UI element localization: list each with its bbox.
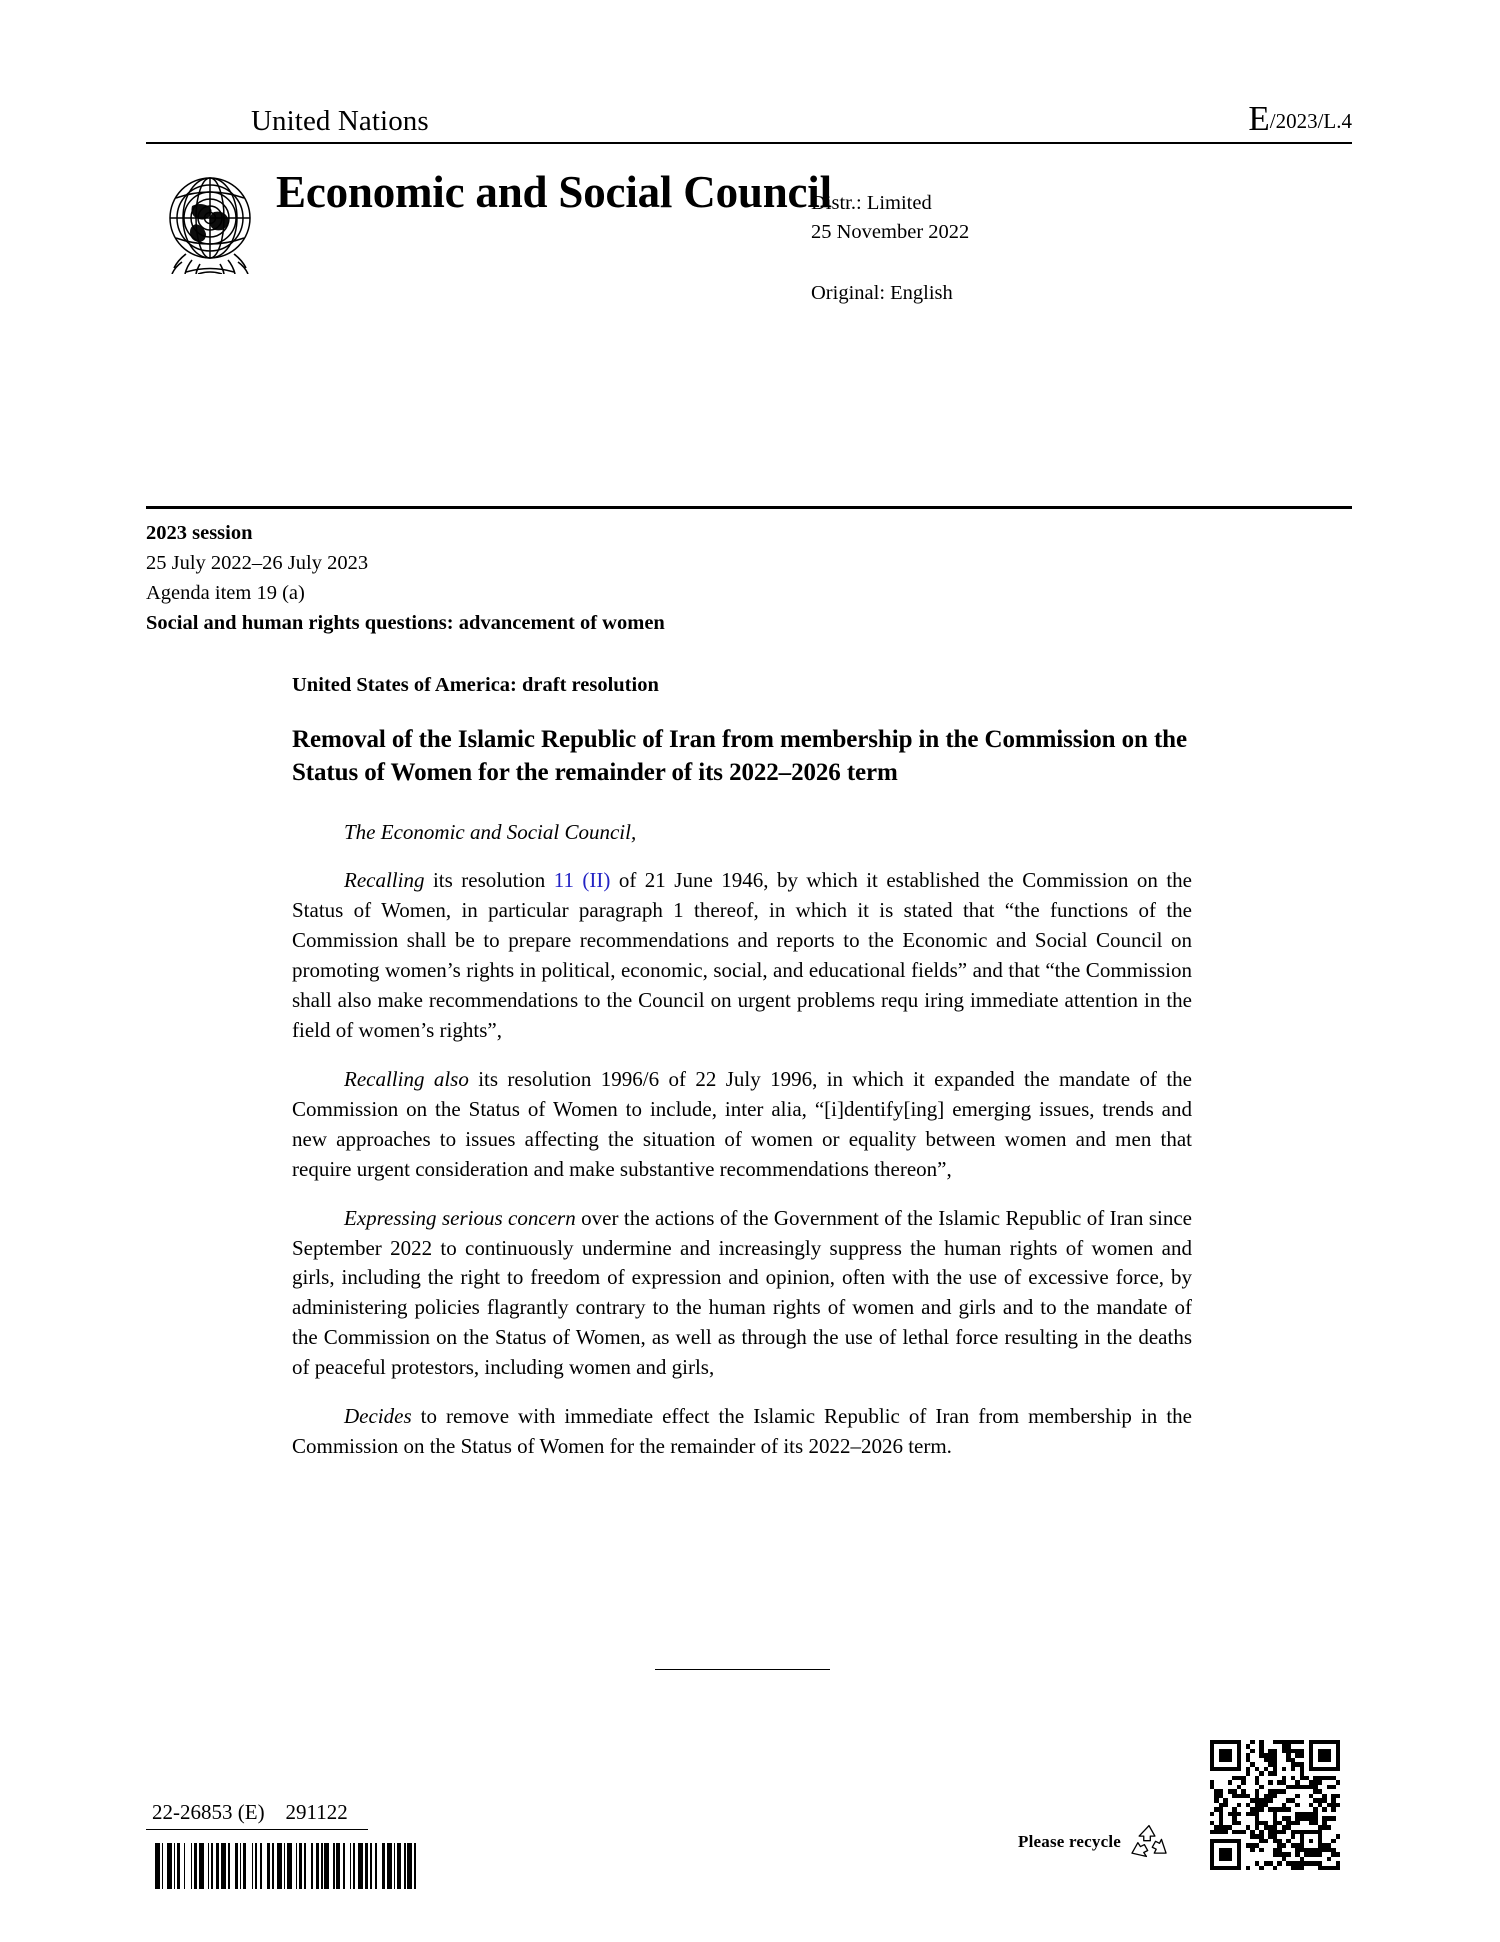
para-text-0b: of 21 June 1946, by which it established the Commission on the Status of Women, in particular paragraph 1 thereof, in which it is stated that “the functions of the Commission shall be to prepare recommendations and reports to the Economic and Social Council on promoting women’s rights in political, economic, social, and educational fields” and that “the Commission shall also make recommendations to the Council on urgent problems requ iring immediate attention in the field of women’s rights”, bbox=[292, 868, 1192, 1043]
para-text-1: its resolution 1996/6 of 22 July 1996, in which it expanded the mandate of the Commission on the Status of Women to include, inter alia, “[i]dentify[ing] emerging issues, trends and new approaches to issues affecting the situation of women or equality between women and men that require urgent consideration and make substantive recommendations thereon”, bbox=[292, 1066, 1193, 1181]
paragraph-decides bbox=[292, 1402, 1192, 1462]
resolution-link[interactable]: 11 (II) bbox=[553, 868, 611, 893]
session-divider bbox=[146, 506, 1352, 509]
session-title: 2023 session bbox=[146, 522, 253, 544]
paragraph-expressing-concern bbox=[292, 1204, 1192, 1384]
sponsor-line: United States of America: draft resolution bbox=[292, 674, 659, 696]
original-language: Original: English bbox=[811, 282, 953, 305]
distribution-block bbox=[811, 189, 969, 308]
addressee-text: The Economic and Social Council, bbox=[344, 819, 637, 844]
para-text-3: to remove with immediate effect the Islamic Republic of Iran from membership in the Commission on the Status of Women for the remainder of its 2022–2026 term. bbox=[292, 1404, 1192, 1459]
para-lead-3: Decides bbox=[344, 1404, 412, 1429]
resolution-title: Removal of the Islamic Republic of Iran from membership in the Commission on the Status of Women for the remainder of its 2022–2026 term bbox=[292, 726, 1187, 787]
agenda-item: Agenda item 19 (a) bbox=[146, 582, 305, 605]
distribution-line: Distr.: Limited bbox=[811, 192, 932, 214]
document-date: 25 November 2022 bbox=[811, 221, 970, 244]
agenda-title: Social and human rights questions: advancement of women bbox=[146, 612, 665, 635]
recycle-notice bbox=[1018, 1823, 1170, 1861]
un-emblem-icon bbox=[146, 162, 274, 274]
council-title: Economic and Social Council bbox=[276, 167, 832, 217]
para-lead-0: Recalling bbox=[344, 868, 425, 893]
masthead bbox=[146, 96, 1352, 344]
document-symbol-prefix: E bbox=[1248, 99, 1270, 138]
para-text-0a: its resolution bbox=[424, 868, 554, 893]
document-symbol bbox=[1248, 101, 1352, 136]
document-symbol-rest: /2023/L.4 bbox=[1269, 109, 1352, 133]
job-number: 22-26853 (E) 291122 bbox=[152, 1800, 348, 1824]
footer-divider bbox=[146, 1829, 368, 1830]
document-body bbox=[292, 674, 1192, 1481]
para-lead-2: Expressing serious concern bbox=[344, 1205, 576, 1230]
organization-name: United Nations bbox=[251, 105, 429, 137]
barcode-image bbox=[155, 1843, 419, 1889]
para-lead-1: Recalling also bbox=[344, 1066, 469, 1091]
masthead-top-row bbox=[146, 96, 1352, 136]
para-text-2: over the actions of the Government of the Islamic Republic of Iran since September 2022 to continuously undermine and increasingly suppress the human rights of women and girls, including the right to freedom of expression and opinion, often with the use of excessive force, by administering policies flagrantly contrary to the human rights of women and girls and to the mandate of the Commission on the Status of Women, as well as through the use of lethal force resulting in the deaths of peaceful protestors, including women and girls, bbox=[292, 1205, 1192, 1380]
masthead-body bbox=[146, 144, 1352, 344]
session-block bbox=[146, 518, 1146, 639]
addressee-line bbox=[292, 818, 1192, 848]
paragraph-recalling-also bbox=[292, 1065, 1192, 1185]
recycle-icon bbox=[1128, 1823, 1170, 1861]
qr-code-image bbox=[1210, 1740, 1340, 1870]
paragraph-recalling bbox=[292, 866, 1192, 1046]
end-of-text-separator bbox=[655, 1669, 830, 1670]
session-dates: 25 July 2022–26 July 2023 bbox=[146, 552, 369, 575]
recycle-label: Please recycle bbox=[1018, 1832, 1122, 1851]
